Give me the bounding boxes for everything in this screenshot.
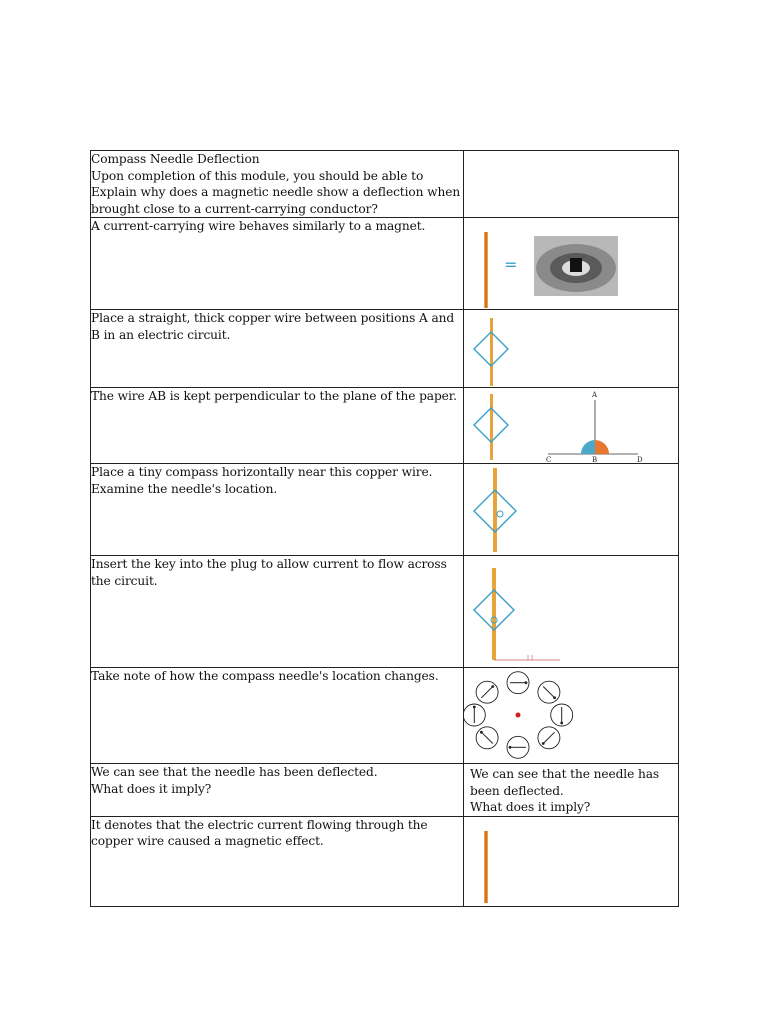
table-row	[91, 310, 679, 388]
row-figure-cell	[464, 816, 679, 906]
row-figure-cell	[464, 151, 679, 218]
wire-center-dot	[516, 713, 521, 718]
table-row	[91, 764, 679, 817]
needle-tip	[491, 685, 494, 688]
needle-tip	[509, 746, 512, 749]
text-line: Insert the key into the plug to allow current to flow across	[91, 557, 447, 571]
wire-through-compass-figure	[464, 310, 678, 388]
text-line: the circuit.	[91, 573, 158, 588]
row-text-cell	[91, 816, 464, 906]
row-text-cell-right	[464, 764, 679, 817]
text-line: copper wire caused a magnetic effect.	[91, 834, 324, 848]
text-line: Examine the needle's location.	[91, 481, 278, 496]
text-line: What does it imply?	[91, 781, 212, 796]
text-line: B in an electric circuit.	[91, 327, 231, 342]
copper-wire-icon	[493, 468, 497, 552]
copper-wire-icon	[492, 568, 496, 660]
copper-wire-icon	[490, 318, 493, 386]
plug-key-icon	[528, 655, 532, 660]
table-row	[91, 218, 679, 310]
needle-tip	[525, 681, 528, 684]
label-c: C	[546, 456, 552, 464]
text-line: brought close to a current-carrying conductor?	[91, 201, 378, 216]
row-text-cell	[91, 388, 464, 464]
table-row	[91, 464, 679, 556]
needle-tip	[553, 696, 556, 699]
row-text-cell	[91, 310, 464, 388]
label-d: D	[637, 456, 643, 464]
text-line: Explain why does a magnetic needle show a deflection when	[91, 185, 461, 199]
copper-wire-icon	[490, 394, 493, 460]
table-row	[91, 556, 679, 668]
copper-wire-figure	[464, 817, 678, 907]
needle-tip	[542, 742, 545, 745]
row-figure-cell	[464, 310, 679, 388]
perpendicular-wire-figure	[464, 388, 678, 464]
row-text-cell	[91, 556, 464, 668]
row-figure-cell	[464, 464, 679, 556]
row-text-cell	[91, 464, 464, 556]
row-figure-cell	[464, 556, 679, 668]
label-a: A	[592, 391, 598, 399]
row-text-cell	[91, 764, 464, 817]
row-figure-cell	[464, 218, 679, 310]
text-line: been deflected.	[470, 783, 564, 798]
text-line: A current-carrying wire behaves similarly to a magnet.	[91, 219, 426, 233]
table-row	[91, 668, 679, 764]
row-text-cell	[91, 151, 464, 218]
quarter-arc-blue	[581, 440, 595, 454]
row-figure-cell	[464, 668, 679, 764]
table-row	[91, 816, 679, 906]
magnet-filings-photo	[534, 236, 618, 296]
text-line: It denotes that the electric current flowing through the	[91, 817, 428, 832]
wire-equals-magnet-figure	[464, 218, 678, 310]
table-row	[91, 388, 679, 464]
text-line: Place a tiny compass horizontally near this copper wire.	[91, 465, 433, 479]
needle-tip	[560, 722, 563, 725]
row-figure-cell	[464, 388, 679, 464]
module-table	[90, 150, 679, 907]
text-line: We can see that the needle has	[470, 767, 660, 781]
compass-ring-figure	[464, 668, 678, 764]
compass-near-wire-figure	[464, 464, 678, 556]
row-text-cell	[91, 218, 464, 310]
text-line: Upon completion of this module, you should be able to	[91, 168, 424, 183]
needle-tip	[480, 731, 483, 734]
equals-symbol: =	[504, 255, 518, 274]
text-line: Take note of how the compass needle's location changes.	[91, 669, 439, 683]
table-row	[91, 151, 679, 218]
needle-tip	[473, 706, 476, 709]
circuit-with-key-figure	[464, 556, 678, 668]
text-line: What does it imply?	[470, 800, 591, 814]
module-title: Compass Needle Deflection	[91, 152, 260, 166]
text-line: Place a straight, thick copper wire between positions A and	[91, 311, 455, 325]
label-b: B	[592, 456, 598, 464]
compass-icon	[497, 511, 503, 517]
quarter-arc-orange	[595, 440, 609, 454]
text-line: The wire AB is kept perpendicular to the plane of the paper.	[91, 389, 457, 403]
text-line: We can see that the needle has been deflected.	[91, 765, 378, 779]
row-text-cell	[91, 668, 464, 764]
